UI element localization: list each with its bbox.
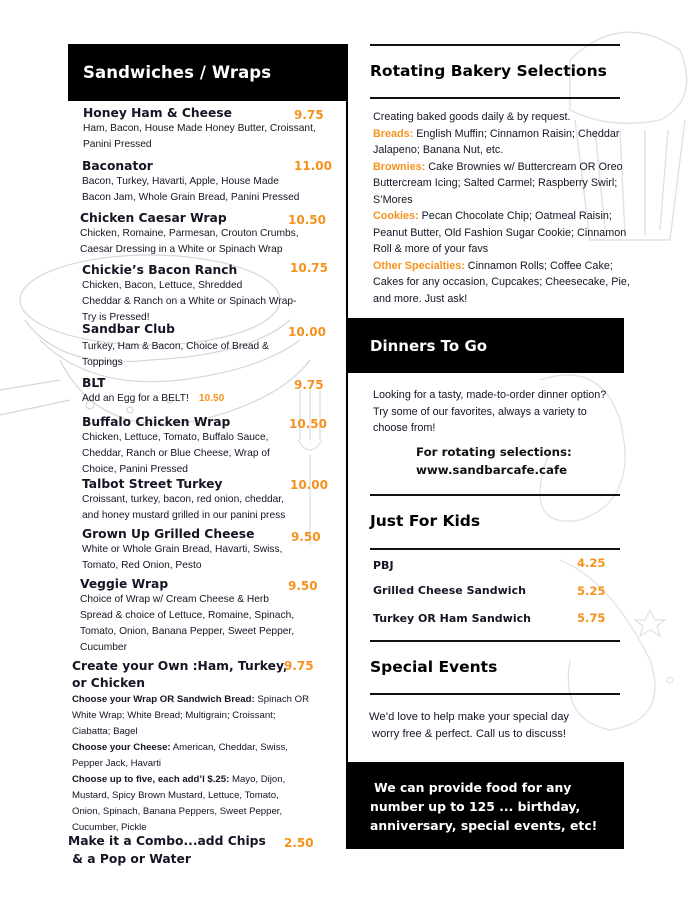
menu-item-blt: BLT Add an Egg for a BELT! 10.50 [82,376,225,404]
kids-item-pbj: PBJ [373,559,394,572]
section-header-dinners: Dinners To Go [348,318,624,373]
price: 9.50 [288,579,318,593]
breads-label: Breads: [373,127,414,140]
divider [370,640,620,642]
section-title-kids: Just For Kids [370,512,481,530]
price: 9.75 [284,659,314,673]
menu-item-sandbar-club: Sandbar Club Turkey, Ham & Bacon, Choice of Bread & Toppings [82,322,269,368]
divider [370,44,620,46]
kids-item-turkey-ham: Turkey OR Ham Sandwich [373,612,531,625]
menu-item-talbot-street-turkey: Talbot Street Turkey Croissant, turkey, bacon, red onion, cheddar, and honey mustard grilled in our panini press [82,477,286,521]
menu-item-buffalo-chicken-wrap: Buffalo Chicken Wrap Chicken, Lettuce, Tomato, Buffalo Sauce, Cheddar, Ranch or Blue Cheese, Wrap of Choice, Panini Pressed [82,415,270,475]
divider [370,494,620,496]
section-header-sandwiches: Sandwiches / Wraps [68,44,348,101]
sandwiches-section [68,44,348,101]
price: 10.50 [289,417,327,431]
menu-item-baconator: Baconator Bacon, Turkey, Havarti, Apple, House Made Bacon Jam, Whole Grain Bread, Panini Pressed [82,159,300,203]
dinners-description: Looking for a tasty, made-to-order dinner option? Try some of our favorites, always a variety to choose from! [373,389,607,434]
cookies-label: Cookies: [373,210,419,222]
price: 10.50 [288,213,326,227]
price: 9.75 [294,108,324,122]
bread-label: Choose your Wrap OR Sandwich Bread: [72,694,255,705]
menu-item-honey-ham: Honey Ham & Cheese Ham, Bacon, House Made Honey Butter, Croissant, Panini Pressed [83,106,316,150]
price: 4.25 [577,556,606,570]
menu-item-create-your-own: Create your Own :Ham, Turkey, or Chicken Choose your Wrap OR Sandwich Bread: Spinach OR White Wrap; White Bread; Multigrain; Croissant; Ciabatta; Bagel Choose your Cheese: American, Cheddar, Swiss, Pepper Jack, Havarti Choose up to five, each add’l $.25: Mayo, Dijon, Mustard, Spicy Brown Mustard, Lettuce, Tomato, Onion, Spinach, Banana Peppers, Sweet Pepper, Cucumber, Pickle [72,659,310,833]
price: 11.00 [294,159,332,173]
menu-item-grown-up-grilled-cheese: Grown Up Grilled Cheese White or Whole Grain Bread, Havarti, Swiss, Tomato, Red Onion, Pesto [82,527,283,571]
other-specialties-label: Other Specialties: [373,259,465,272]
menu-item-chickies-bacon-ranch: Chickie’s Bacon Ranch Chicken, Bacon, Lettuce, Shredded Cheddar & Ranch on a White or Spinach Wrap- Try is Pressed! [82,263,297,323]
price: 10.00 [290,478,328,492]
menu-item-veggie-wrap: Veggie Wrap Choice of Wrap w/ Cream Cheese & Herb Spread & choice of Lettuce, Romaine, Spinach, Tomato, Onion, Banana Pepper, Sweet Pepper, Cucumber [80,577,295,653]
divider [370,693,620,695]
rotating-selections-label: For rotating selections: [416,445,572,459]
events-callout: We can provide food for any number up to 125 ... birthday, anniversary, special events, etc! [348,762,624,849]
toppings-label: Choose up to five, each add’l $.25: [72,774,230,785]
cheese-label: Choose your Cheese: [72,742,171,753]
kids-item-grilled-cheese: Grilled Cheese Sandwich [373,584,526,597]
events-description: We’d love to help make your special day worry free & perfect. Call us to discuss! [369,711,570,740]
price: 10.00 [288,325,326,339]
divider [370,97,620,99]
website-link[interactable]: www.sandbarcafe.cafe [416,463,568,477]
section-title-events: Special Events [370,658,498,676]
bakery-description: Creating baked goods daily & by request. Breads: English Muffin; Cinnamon Raisin; Cheddar Jalapeno; Banana Nut, etc. Brownies: Cake Brownies w/ Buttercream OR Oreo Buttercream Icing; Salted Carmel; Raspberry Swirl; S’Mores Cookies: Pecan Chocolate Chip; Oatmeal Raisin; Peanut Butter, Old Fashion Sugar Cookie; Cinnamon Roll & more of your favs Other Specialties: Cinnamon Rolls; Coffee Cake; Cakes for any occasion, Cupcakes; Cheesecake, Pie, and more. Just ask! [373,111,630,305]
column-divider [346,44,348,849]
divider [370,548,620,550]
price: 10.75 [290,261,328,275]
section-title-bakery: Rotating Bakery Selections [370,62,607,80]
combo-addon: Make it a Combo...add Chips & a Pop or Water [68,834,266,866]
brownies-label: Brownies: [373,160,426,173]
price: 2.50 [284,836,314,850]
price: 5.25 [577,584,606,598]
price: 5.75 [577,611,606,625]
price: 9.50 [291,530,321,544]
price: 9.75 [294,378,324,392]
menu-item-chicken-caesar: Chicken Caesar Wrap Chicken, Romaine, Parmesan, Crouton Crumbs, Caesar Dressing in a White or Spinach Wrap [80,211,299,255]
belt-price: 10.50 [198,393,225,404]
